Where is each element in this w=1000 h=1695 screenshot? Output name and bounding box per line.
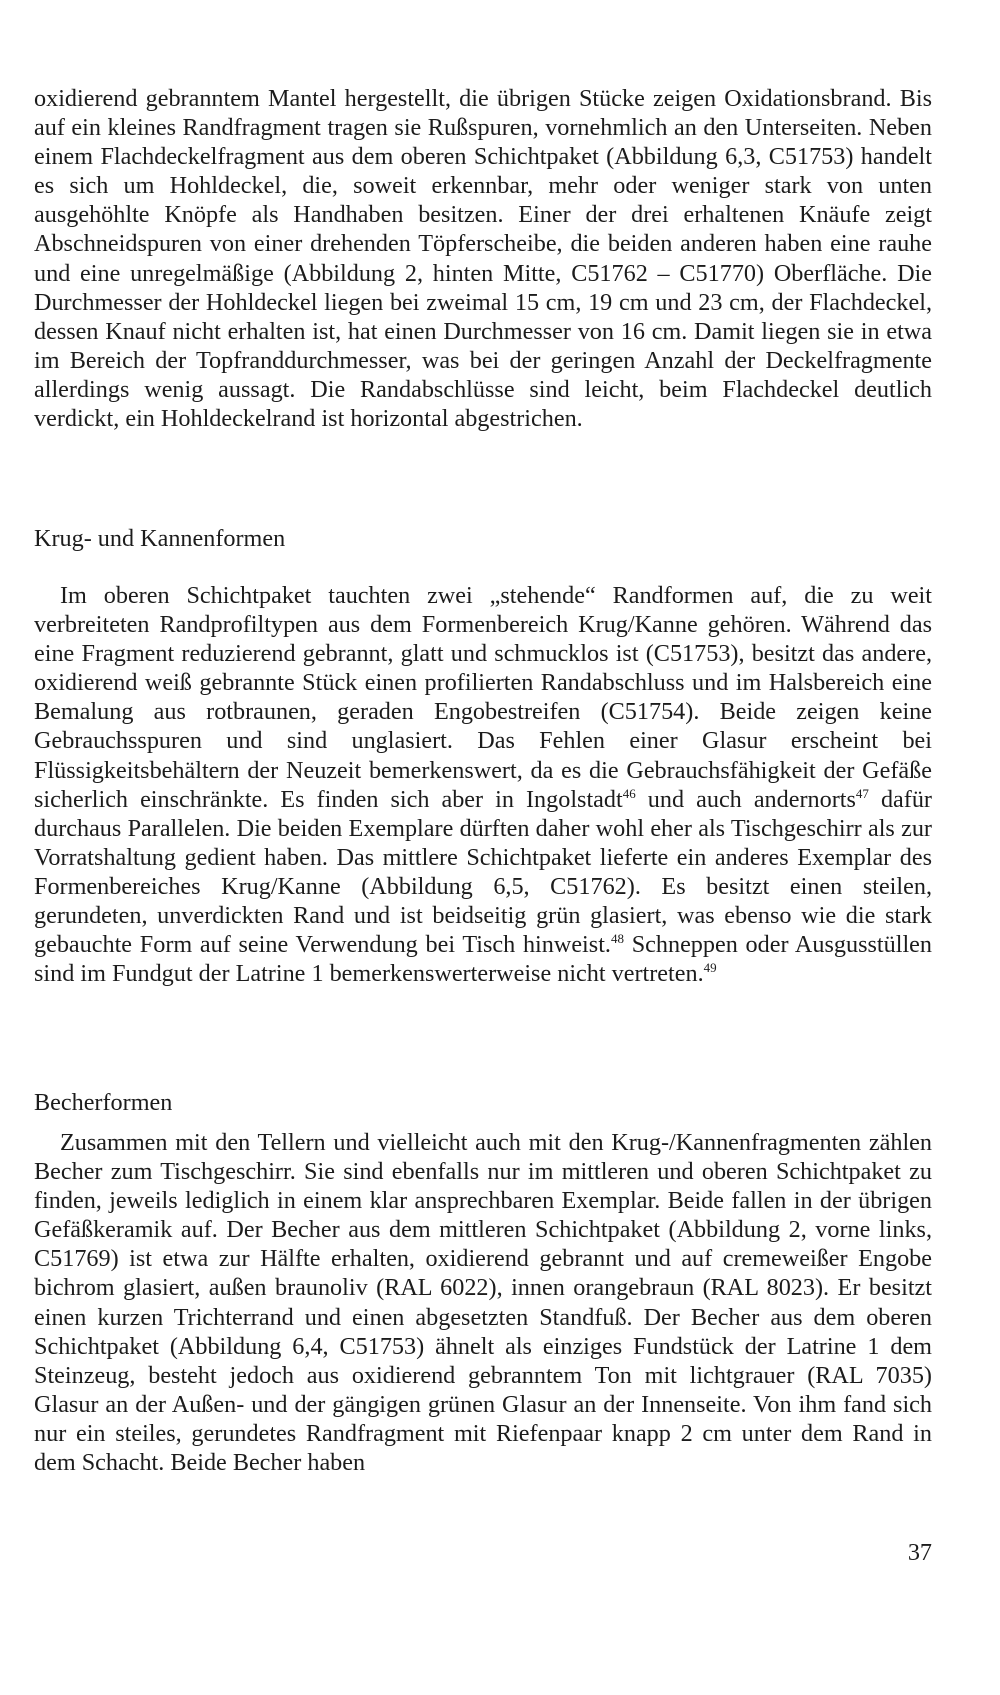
- page-number: 37: [907, 1539, 932, 1566]
- paragraph-text: [34, 581, 932, 988]
- footnote-ref-47: 47: [855, 785, 869, 801]
- footnote-ref-49: 49: [703, 960, 717, 976]
- text-run: dafür durchaus Parallelen. Die beiden Exemplare dürften daher wohl eher als Tischgeschirr als zur Vorratshaltung gedient haben. Das mittlere Schichtpaket lieferte ein anderes Exemplar des Formenbereiches Krug/Kanne (Abbildung 6,5, C51762). Es besitzt einen steilen, gerundeten, unverdickten Rand und ist beidseitig grün glasiert, was ebenso wie die stark gebauchte Form auf seine Verwendung bei Tisch hinweist.: [34, 785, 932, 959]
- body-paragraph-becher: [34, 1128, 932, 1477]
- section-heading-krug: Krug- und Kannenformen: [34, 525, 286, 552]
- paragraph-text: Zusammen mit den Tellern und vielleicht auch mit den Krug-/Kannenfragmenten zählen Becher zum Tischgeschirr. Sie sind ebenfalls nur im mittleren und oberen Schichtpaket zu finden, jeweils lediglich in einem klar ansprechbaren Exemplar. Beide fallen in der übrigen Gefäßkeramik auf. Der Becher aus dem mittleren Schichtpaket (Abbildung 2, vorne links, C51769) ist etwa zur Hälfte erhalten, oxidierend gebrannt und auf cremeweißer Engobe bichrom glasiert, außen braunoliv (RAL 6022), innen orangebraun (RAL 8023). Er besitzt einen kurzen Trichterrand und einen abgesetzten Standfuß. Der Becher aus dem oberen Schichtpaket (Abbildung 6,4, C51753) ähnelt als einziges Fundstück der Latrine 1 dem Steinzeug, besteht jedoch aus oxidierend gebranntem Ton mit lichtgrauer (RAL 7035) Glasur an der Außen- und der gängigen grünen Glasur an der Innenseite. Von ihm fand sich nur ein steiles, gerundetes Randfragment mit Riefenpaar knapp 2 cm unter dem Rand in dem Schacht. Beide Becher haben: [34, 1129, 932, 1477]
- body-paragraph-lids: [34, 84, 932, 433]
- footnote-ref-48: 48: [610, 931, 624, 947]
- body-paragraph-krug: [34, 581, 932, 988]
- text-run: Schneppen oder Ausgusstüllen sind im Fundgut der Latrine 1 bemerkenswerterweise nicht vertreten.: [34, 931, 932, 988]
- section-heading-becher: Becherformen: [34, 1089, 173, 1116]
- footnote-ref-46: 46: [622, 785, 636, 801]
- paragraph-text: oxidierend gebranntem Mantel hergestellt, die übrigen Stücke zeigen Oxidationsbrand. Bis auf ein kleines Randfragment tragen sie Rußspuren, vornehmlich an den Unterseiten. Neben einem Flachdeckelfragment aus dem oberen Schichtpaket (Abbildung 6,3, C51753) handelt es sich um Hohldeckel, die, soweit erkennbar, mehr oder weniger stark von unten ausgehöhlte Knöpfe als Handhaben besitzen. Einer der drei erhaltenen Knäufe zeigt Abschneidspuren von einer drehenden Töpferscheibe, die beiden anderen haben eine rauhe und eine unregelmäßige (Abbildung 2, hinten Mitte, C51762 – C51770) Oberfläche. Die Durchmesser der Hohldeckel liegen bei zweimal 15 cm, 19 cm und 23 cm, der Flachdeckel, dessen Knauf nicht erhalten ist, hat einen Durchmesser von 16 cm. Damit liegen sie in etwa im Bereich der Topfranddurchmesser, was bei der geringen Anzahl der Deckelfragmente allerdings wenig aussagt. Die Randabschlüsse sind leicht, beim Flachdeckel deutlich verdickt, ein Hohldeckelrand ist horizontal abgestrichen.: [34, 85, 932, 433]
- text-run: und auch andernorts: [635, 785, 856, 813]
- text-run: Im oberen Schichtpaket tauchten zwei „stehende“ Randformen auf, die zu weit verbreiteten Randprofiltypen aus dem Formenbereich Krug/Kanne gehören. Während das eine Fragment reduzierend gebrannt, glatt und schmucklos ist (C51753), besitzt das andere, oxidierend weiß gebrannte Stück einen profilierten Randabschluss und im Halsbereich eine Bemalung aus rotbraunen, geraden Engobestreifen (C51754). Beide zeigen keine Gebrauchsspuren und sind unglasiert. Das Fehlen einer Glasur erscheint bei Flüssigkeitsbehältern der Neuzeit bemerkenswert, da es die Gebrauchsfähigkeit der Gefäße sicherlich einschränkte. Es finden sich aber in Ingolstadt: [34, 582, 932, 813]
